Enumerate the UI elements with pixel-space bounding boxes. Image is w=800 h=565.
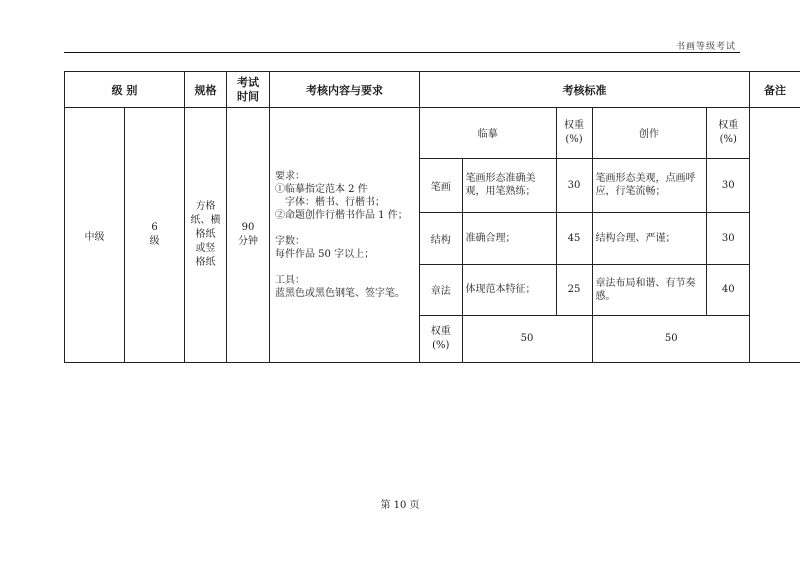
copy-standard: 体现范本特征；: [462, 264, 556, 315]
copy-total: 50: [462, 315, 592, 362]
criteria-row-layout: [420, 264, 750, 315]
create-weight-header: 权重 (%): [706, 108, 750, 158]
remarks-cell: [750, 108, 800, 363]
create-total: 50: [592, 315, 750, 362]
page-header-title: 书画等级考试: [675, 42, 736, 52]
criteria-total-row: [420, 315, 750, 362]
header-time: 考试 时间: [227, 72, 270, 108]
page-number: 第 10 页: [380, 500, 420, 511]
create-standard: 笔画形态美观，点画呼应，行笔流畅；: [592, 158, 706, 212]
create-standard: 章法布局和谐、有节奏感。: [592, 264, 706, 315]
grade-cell: 6 级: [125, 108, 185, 363]
criteria-row-stroke: [420, 158, 750, 212]
criteria-cell: [420, 108, 750, 363]
copy-weight: 45: [556, 212, 592, 264]
level-cell: 中级: [65, 108, 125, 363]
header-paper: 规格: [185, 72, 227, 108]
paper-cell: 方格 纸、横 格纸 或竖 格纸: [185, 108, 227, 363]
create-weight: 30: [706, 158, 750, 212]
header-content: 考核内容与要求: [270, 72, 420, 108]
copy-weight: 25: [556, 264, 592, 315]
create-weight: 40: [706, 264, 750, 315]
copy-weight-header: 权重 (%): [556, 108, 592, 158]
criteria-name: 结构: [420, 212, 462, 264]
copy-standard: 准确合理；: [462, 212, 556, 264]
copy-header: 临摹: [420, 108, 556, 158]
criteria-row-structure: [420, 212, 750, 264]
header-level: 级 别: [65, 72, 185, 108]
criteria-name: 笔画: [420, 158, 462, 212]
table-row: [65, 108, 800, 363]
total-label: 权重 (%): [420, 315, 462, 362]
header-rule: [64, 52, 740, 53]
copy-standard: 笔画形态准确美观，用笔熟练；: [462, 158, 556, 212]
header-criteria: 考核标准: [420, 72, 750, 108]
criteria-table: [420, 108, 750, 362]
create-weight: 30: [706, 212, 750, 264]
criteria-name: 章法: [420, 264, 462, 315]
header-remarks: 备注: [750, 72, 800, 108]
copy-weight: 30: [556, 158, 592, 212]
requirements-cell: 要求： ①临摹指定范本 2 件 字体：楷书、行楷书； ②命题创作行楷书作品 1 件； 字数： 每件作品 50 字以上； 工具： 蓝黑色或黑色钢笔、签字笔。: [270, 108, 420, 363]
exam-standard-table: [64, 71, 800, 363]
create-standard: 结构合理、严谨；: [592, 212, 706, 264]
header-row: [65, 72, 800, 108]
criteria-header-row: [420, 108, 750, 158]
create-header: 创作: [592, 108, 706, 158]
time-cell: 90 分钟: [227, 108, 270, 363]
